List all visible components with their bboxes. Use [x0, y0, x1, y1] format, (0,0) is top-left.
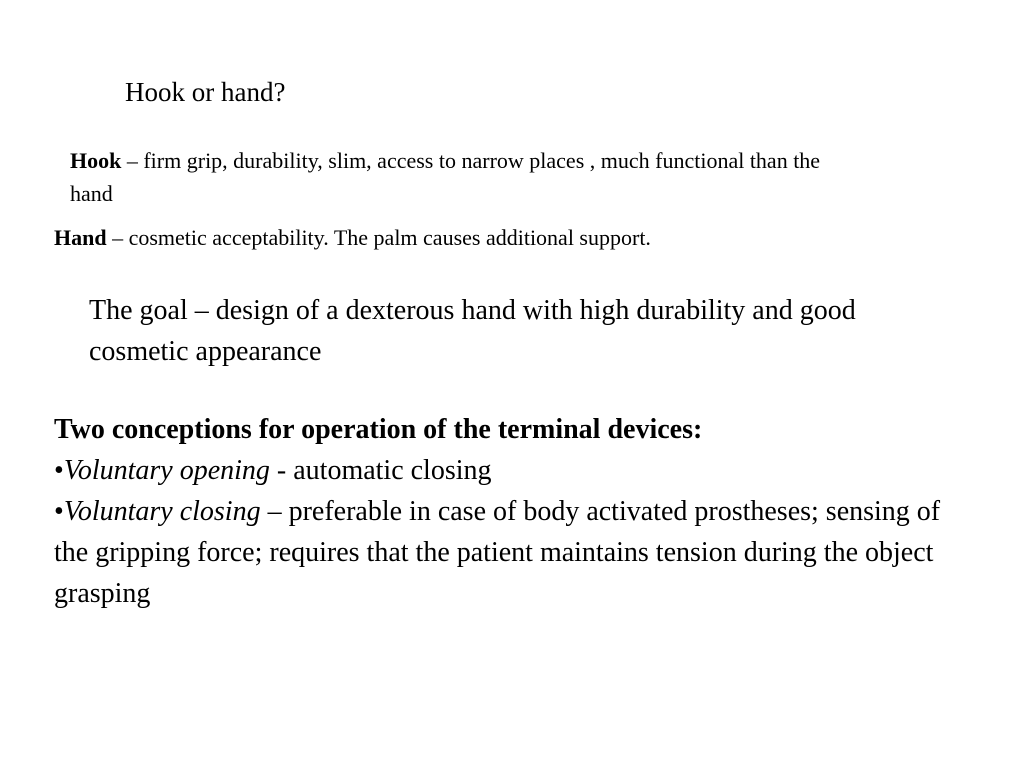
- hook-description: – firm grip, durability, slim, access to narrow places , much functional than the hand: [70, 148, 821, 206]
- conceptions-heading-text: Two conceptions for operation of the terminal devices:: [54, 414, 703, 445]
- hook-term: Hook: [70, 148, 122, 173]
- conceptions-block: [54, 409, 974, 614]
- hook-paragraph: [70, 144, 850, 210]
- hand-term: Hand: [54, 225, 107, 250]
- goal-paragraph: The goal – design of a dexterous hand with high durability and good cosmetic appearance: [89, 295, 856, 367]
- bullet: •: [54, 496, 64, 527]
- hand-description: – cosmetic acceptability. The palm causes additional support.: [106, 225, 651, 250]
- list-item-voluntary-closing: [54, 491, 974, 614]
- list-item-voluntary-opening: [54, 450, 974, 491]
- slide-title: Hook or hand?: [125, 77, 286, 107]
- voluntary-opening-text: - automatic closing: [269, 455, 492, 486]
- conceptions-heading: [54, 409, 974, 450]
- voluntary-closing-text: preferable in case of body activated prostheses; sensing of the gripping force; requires that the patient maintains tension during the object grasping: [54, 496, 941, 609]
- bullet: •: [54, 455, 64, 486]
- voluntary-closing-term: Voluntary closing –: [63, 496, 282, 527]
- voluntary-opening-term: Voluntary opening: [63, 455, 270, 486]
- hand-paragraph: [54, 222, 954, 254]
